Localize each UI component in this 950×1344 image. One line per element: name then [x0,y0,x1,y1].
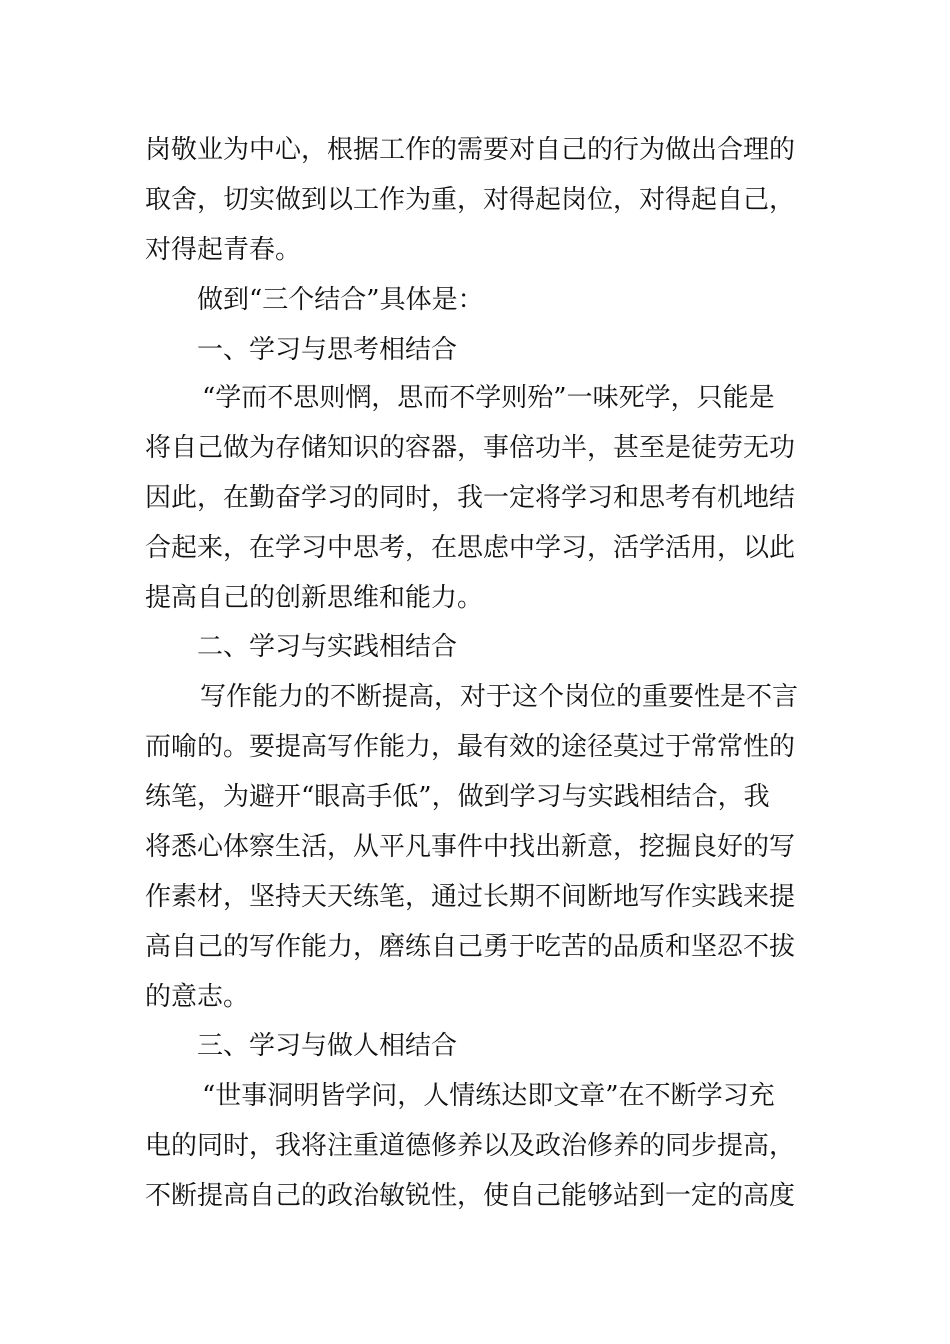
text-line: 合起来，在学习中思考，在思虑中学习，活学活用，以此 [145,533,796,563]
text-line: 因此，在勤奋学习的同时，我一定将学习和思考有机地结 [145,483,796,513]
text-line: 取舍，切实做到以工作为重，对得起岗位，对得起自己， [145,185,796,215]
text-line: 电的同时，我将注重道德修养以及政治修养的同步提高， [145,1131,796,1161]
text-line: 而喻的。要提高写作能力，最有效的途径莫过于常常性的 [145,732,796,762]
text-line: “世事洞明皆学问，人情练达即文章”在不断学习充 [202,1081,775,1111]
section-intro: 做到“三个结合”具体是： [197,285,484,315]
section-heading-3: 三、学习与做人相结合 [197,1031,458,1061]
text-line: “学而不思则惘，思而不学则殆”一味死学，只能是 [202,383,775,413]
text-line: 将自己做为存储知识的容器，事倍功半，甚至是徒劳无功 [145,433,796,463]
text-line: 写作能力的不断提高，对于这个岗位的重要性是不言 [200,682,799,712]
text-line: 提高自己的创新思维和能力。 [145,583,484,613]
text-line: 不断提高自己的政治敏锐性，使自己能够站到一定的高度 [145,1181,796,1211]
text-line: 对得起青春。 [145,235,302,265]
text-line: 将悉心体察生活，从平凡事件中找出新意，挖掘良好的写 [145,832,796,862]
text-line: 作素材，坚持天天练笔，通过长期不间断地写作实践来提 [145,882,796,912]
text-line: 岗敬业为中心，根据工作的需要对自己的行为做出合理的 [145,135,796,165]
section-heading-2: 二、学习与实践相结合 [197,632,458,662]
text-line: 高自己的写作能力，磨练自己勇于吃苦的品质和坚忍不拔 [145,932,796,962]
text-line: 的意志。 [145,982,250,1012]
text-line: 练笔，为避开“眼高手低”，做到学习与实践相结合，我 [145,782,770,812]
section-heading-1: 一、学习与思考相结合 [197,335,458,365]
